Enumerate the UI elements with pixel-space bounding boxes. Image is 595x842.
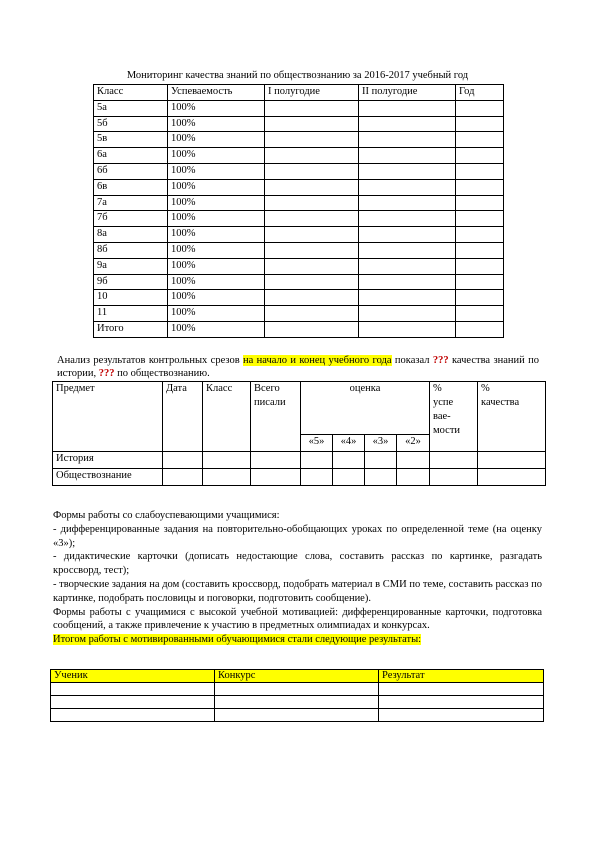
header-contest: Конкурс bbox=[215, 670, 379, 683]
table-row bbox=[94, 242, 504, 258]
header-student: Ученик bbox=[51, 670, 215, 683]
success-cell: 100% bbox=[168, 132, 265, 148]
year-cell bbox=[456, 274, 504, 290]
forms-heading: Формы работы со слабоуспевающими учащимися: bbox=[53, 510, 280, 521]
half1-cell bbox=[265, 227, 359, 243]
class-cell: 11 bbox=[94, 306, 168, 322]
success-cell: 100% bbox=[168, 116, 265, 132]
forms-item: - дифференцированные задания на повторительно-обобщающих уроках по определенной теме (на оценку «3»); bbox=[53, 523, 542, 549]
half2-cell bbox=[359, 258, 456, 274]
header-class: Класс bbox=[203, 382, 251, 452]
year-cell bbox=[456, 290, 504, 306]
work-forms-section bbox=[53, 509, 542, 647]
success-cell: 100% bbox=[168, 274, 265, 290]
subject-social-studies: Обществознание bbox=[53, 469, 163, 486]
half1-cell bbox=[265, 116, 359, 132]
class-cell: 8а bbox=[94, 227, 168, 243]
results-line: Итогом работы с мотивированными обучающимися стали следующие результаты: bbox=[53, 634, 422, 646]
success-cell: 100% bbox=[168, 211, 265, 227]
class-cell: 5б bbox=[94, 116, 168, 132]
half2-cell bbox=[359, 274, 456, 290]
half1-cell bbox=[265, 306, 359, 322]
table-row bbox=[94, 179, 504, 195]
table-row bbox=[51, 683, 544, 696]
table-row bbox=[94, 163, 504, 179]
highlighted-phrase: на начало и конец учебного года bbox=[243, 355, 392, 366]
grade-4: «4» bbox=[333, 435, 365, 452]
year-cell bbox=[456, 258, 504, 274]
table-row bbox=[94, 116, 504, 132]
year-cell bbox=[456, 242, 504, 258]
half1-cell bbox=[265, 195, 359, 211]
header-line: % bbox=[433, 383, 442, 394]
table-row bbox=[51, 709, 544, 722]
year-cell bbox=[456, 227, 504, 243]
analysis-paragraph bbox=[57, 354, 539, 380]
class-cell: 9б bbox=[94, 274, 168, 290]
half1-cell bbox=[265, 258, 359, 274]
year-cell bbox=[456, 321, 504, 337]
half2-cell bbox=[359, 321, 456, 337]
class-cell: 8б bbox=[94, 242, 168, 258]
header-quality bbox=[478, 382, 546, 452]
header-grade: оценка bbox=[301, 382, 430, 435]
class-cell: 7а bbox=[94, 195, 168, 211]
header-line: успе bbox=[433, 397, 454, 408]
table-row bbox=[94, 290, 504, 306]
table-row bbox=[94, 274, 504, 290]
grade-5: «5» bbox=[301, 435, 333, 452]
forms-item: - дидактические карточки (дописать недостающие слова, составить рассказ по картинке, разгадать кроссворд, тест); bbox=[53, 551, 542, 577]
year-cell bbox=[456, 132, 504, 148]
table-header-row bbox=[53, 382, 546, 435]
forms-item: - творческие задания на дом (составить кроссворд, подобрать материал в СМИ по теме, составить рассказ по картинке, подобрать пословицы и поговорки, подготовить сообщение). bbox=[53, 578, 542, 604]
table-row bbox=[94, 148, 504, 164]
year-cell bbox=[456, 211, 504, 227]
header-line: мости bbox=[433, 425, 461, 436]
success-cell: 100% bbox=[168, 163, 265, 179]
success-cell: 100% bbox=[168, 306, 265, 322]
header-total-line: писали bbox=[254, 397, 286, 408]
motivated-forms: Формы работы с учащимися с высокой учебной мотивацией: дифференцированные карточки, подготовка сообщений, а также привлечение к участию в предметных олимпиадах и конкурсах. bbox=[53, 606, 542, 632]
year-cell bbox=[456, 306, 504, 322]
grade-2: «2» bbox=[397, 435, 430, 452]
half1-cell bbox=[265, 179, 359, 195]
analysis-text: Анализ результатов контрольных срезов bbox=[57, 355, 244, 366]
class-cell: 10 bbox=[94, 290, 168, 306]
half2-cell bbox=[359, 163, 456, 179]
class-cell: 6б bbox=[94, 163, 168, 179]
table-row bbox=[51, 696, 544, 709]
header-year: Год bbox=[456, 85, 504, 101]
header-line: качества bbox=[481, 397, 520, 408]
success-cell: 100% bbox=[168, 227, 265, 243]
year-cell bbox=[456, 163, 504, 179]
half1-cell bbox=[265, 132, 359, 148]
table-row bbox=[94, 306, 504, 322]
monitoring-table bbox=[93, 84, 504, 338]
year-cell bbox=[456, 179, 504, 195]
table-row bbox=[94, 132, 504, 148]
header-line: % bbox=[481, 383, 490, 394]
table-row bbox=[94, 195, 504, 211]
half1-cell bbox=[265, 163, 359, 179]
class-cell: 9а bbox=[94, 258, 168, 274]
header-total-line: Всего bbox=[254, 383, 280, 394]
table-row bbox=[94, 100, 504, 116]
half2-cell bbox=[359, 100, 456, 116]
analysis-text: по обществознанию. bbox=[114, 368, 210, 379]
grade-3: «3» bbox=[365, 435, 397, 452]
half2-cell bbox=[359, 290, 456, 306]
half1-cell bbox=[265, 148, 359, 164]
half2-cell bbox=[359, 242, 456, 258]
placeholder-marks: ??? bbox=[98, 368, 115, 379]
table-row bbox=[53, 452, 546, 469]
success-cell: 100% bbox=[168, 100, 265, 116]
header-result: Результат bbox=[379, 670, 544, 683]
header-total bbox=[251, 382, 301, 452]
olympiad-results-table bbox=[50, 669, 544, 722]
half1-cell bbox=[265, 242, 359, 258]
table-header-row bbox=[94, 85, 504, 101]
table-row bbox=[94, 258, 504, 274]
header-class: Класс bbox=[94, 85, 168, 101]
class-cell: 6в bbox=[94, 179, 168, 195]
table-row bbox=[94, 211, 504, 227]
half1-cell bbox=[265, 274, 359, 290]
page-title: Мониторинг качества знаний по обществознанию за 2016-2017 учебный год bbox=[126, 70, 469, 81]
success-cell: 100% bbox=[168, 321, 265, 337]
half1-cell bbox=[265, 211, 359, 227]
half1-cell bbox=[265, 321, 359, 337]
table-row bbox=[53, 469, 546, 486]
half1-cell bbox=[265, 290, 359, 306]
success-cell: 100% bbox=[168, 179, 265, 195]
half2-cell bbox=[359, 306, 456, 322]
class-cell: 5а bbox=[94, 100, 168, 116]
year-cell bbox=[456, 195, 504, 211]
analysis-text: показал bbox=[391, 355, 433, 366]
success-cell: 100% bbox=[168, 290, 265, 306]
half2-cell bbox=[359, 132, 456, 148]
half1-cell bbox=[265, 100, 359, 116]
table-row bbox=[94, 321, 504, 337]
table-row bbox=[94, 227, 504, 243]
header-success-rate bbox=[430, 382, 478, 452]
header-line: вае- bbox=[433, 411, 451, 422]
half2-cell bbox=[359, 148, 456, 164]
year-cell bbox=[456, 100, 504, 116]
success-cell: 100% bbox=[168, 148, 265, 164]
half2-cell bbox=[359, 227, 456, 243]
subject-history: История bbox=[53, 452, 163, 469]
half2-cell bbox=[359, 116, 456, 132]
header-half2: II полугодие bbox=[359, 85, 456, 101]
class-cell: 6а bbox=[94, 148, 168, 164]
success-cell: 100% bbox=[168, 242, 265, 258]
class-cell: 7б bbox=[94, 211, 168, 227]
year-cell bbox=[456, 148, 504, 164]
header-half1: I полугодие bbox=[265, 85, 359, 101]
class-cell: 5в bbox=[94, 132, 168, 148]
header-success: Успеваемость bbox=[168, 85, 265, 101]
results-table bbox=[52, 381, 546, 486]
header-date: Дата bbox=[163, 382, 203, 452]
year-cell bbox=[456, 116, 504, 132]
half2-cell bbox=[359, 179, 456, 195]
header-subject: Предмет bbox=[53, 382, 163, 452]
table-header-row bbox=[51, 670, 544, 683]
success-cell: 100% bbox=[168, 258, 265, 274]
analysis-text: качества знаний по истории, bbox=[57, 355, 539, 379]
half2-cell bbox=[359, 195, 456, 211]
success-cell: 100% bbox=[168, 195, 265, 211]
class-cell: Итого bbox=[94, 321, 168, 337]
half2-cell bbox=[359, 211, 456, 227]
placeholder-marks: ??? bbox=[432, 355, 449, 366]
